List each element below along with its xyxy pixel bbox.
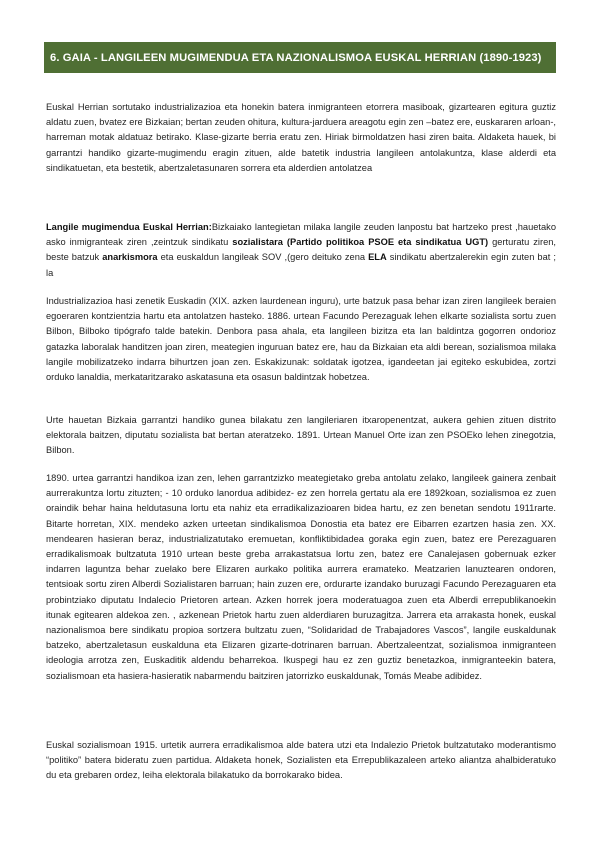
intro-paragraph: Euskal Herrian sortutako industrializazioa eta honekin batera inmigranteen etorrera masiboak, gizartearen egitura guztiz aldatu zuen, bvatez ere Bizkaian; bertan zeuden ohitura, kultura-jarduera areagotu egin zen –batez ere, euskararen arloan-, harreman motak aldatuaz betirako. Klase-gizarte berria eratu zen. Hiriak birmoldatzen hasi ziren baita. Aldaketa hauek, bi garrantzi handiko gizarte-mugimendu eragin zituen, alde batetik industria langileen antolakuntza, klase alderdi eta sindikatuetan, eta bestetik, abertzaletasunaren sorrera eta alderdien antolatzea: [46, 102, 556, 173]
labour-text-3: eta euskaldun langileak SOV ,(gero deituko zena: [157, 252, 369, 263]
labour-movement-paragraph: [46, 220, 556, 281]
labour-text-4: sindikatu abertzalerekin egin zuten bat ; la: [46, 252, 556, 278]
industrialization-paragraph: Industrializazioa hasi zenetik Euskadin (XIX. azken laurdenean inguru), urte batzuk pasa behar izan ziren langileek beraien egoeraren kontzientzia hartu eta antolatzen hasteko. 1886. urtean Facundo Perezaguak lehen elkarte sozialista sortu zuen Bilbon, Bilboko tipógrafo talde batekin. Denbora pasa ahala, eta langileen bizitza eta lan baldintza gogorren ondorioz gatazka laboralak handitzen joan ziren, meategien inguruan batez ere, hau da Bizkaian eta aldi berean, sozialismoa milaka langile mobilizatzeko indarra bihurtzen joan zen. Eskakizunak: soldatak igotzea, igandeetan jai egiteko eskubidea, zortzi orduko lanaldia, merkataritzarako askatasuna eta osasun baldintzak hobetzea.: [46, 296, 556, 383]
labour-movement-heading: Langile mugimendua Euskal Herrian:: [46, 222, 212, 232]
strike-1890-paragraph: 1890. urtea garrantzi handikoa izan zen, lehen garrantzizko meategietako greba antolatu zelako, langileek gainera zenbait aurrerakuntza lortu zituzten; - 10 orduko lanordua adibidez- ez zen horrela gertatu ala ere 1892koan, sozialismoa ez zuen oraindik behar haina heldutasuna lortu eta nahiz eta erradikalizazioaren bidea hartu, ez zen benetan sendotu 1911rarte. Bitarte horretan, XIX. mendeko azken urteetan sindikalismoa Donostia eta batez ere Eibarren ezartzen hasia zen. XX. mendearen hasieran beraz, industrializatutako eremuetan, konfliktibidadea goraka egin zuen, batez ere Perezaguaren erradikalismoak bultzatuta 1910 urtean beste greba arrakastatsua lortu zen, batez ere Canalejasen gobernuak ezker indarren laguntza behar zuelako bere Elizaren aurkako politika aurrera eramateko. Meatzarien lanuztearen ondoren, tentsioak sortu ziren Alberdi Sozialistaren barruan; hain zuzen ere, ordurarte izandako buruzagi Facundo Perezaguaren eta probintziako diputatu Indalecio Prietoren artean. Azken horrek joera moderatuagoa zuen eta Alberdi errepublikanoekin itunak egitearen aldekoa zen. , azkenean Prietok hartu zuen alderdiaren buruzagitza. Jarrera eta arrakasta honek, euskal nazionalismoa bere sindikatu propioa sortzera bultzatu zuen, “Solidaridad de Trabajadores Vascos”, langile euskaldunak batzeko, abertzaletasun euskalduna eta Elizaren gizarte-dotrinaren barruan. Abertzaleentzat, sozialismoa inmigranteen ideologia arrotza zen, Euskaditik aldendu beharrekoa. Ikuspegi hau ez zen guztiz benetazkoa, inmigranteekin batera, sozialismoan eta hasiera-hasieratik nabarmendu baitziren jatorrizko euskaldunak, Tomás Meabe adibidez.: [46, 473, 556, 681]
socialism-1915-paragraph: Euskal sozialismoan 1915. urtetik aurrera erradikalismoa alde batera utzi eta Indalezio Prietok bultzatutako moderantismo “politiko” batera bideratu zuen partidua. Aldaketa honek, Sozialisten eta Errepublikazaleen arteko aliantza ahalbideratuko du eta grebaren ordez, leiha elektorala bilakatuko da borrokarako bidea.: [46, 740, 556, 781]
labour-text-1: Bizkaiako lantegietan milaka langile zeuden lanpostu bat hartzeko prest ,hauetako asko inmigranteak ziren ,zeintzuk sindikatu: [46, 222, 556, 248]
anarchism-bold: anarkismora: [102, 252, 158, 263]
labour-text-2: gerturatu ziren, beste batzuk: [46, 237, 556, 263]
socialist-party-bold: sozialistara (Partido politikoa PSOE eta sindikatua UGT): [232, 237, 489, 248]
section-title: 6. GAIA - LANGILEEN MUGIMENDUA ETA NAZIONALISMOA EUSKAL HERRIAN (1890-1923): [44, 42, 556, 73]
bizkaia-paragraph: Urte hauetan Bizkaia garrantzi handiko gunea bilakatu zen langileriaren itxaropenentzat, aukera gehien zituen distrito elektorala baitzen, diputatu sozialista bat bertan ateratzeko. 1891. Urtean Manuel Orte izan zen PSOEko lehen zinegotzia, Bilbon.: [46, 415, 556, 456]
ela-bold: ELA: [368, 252, 387, 263]
